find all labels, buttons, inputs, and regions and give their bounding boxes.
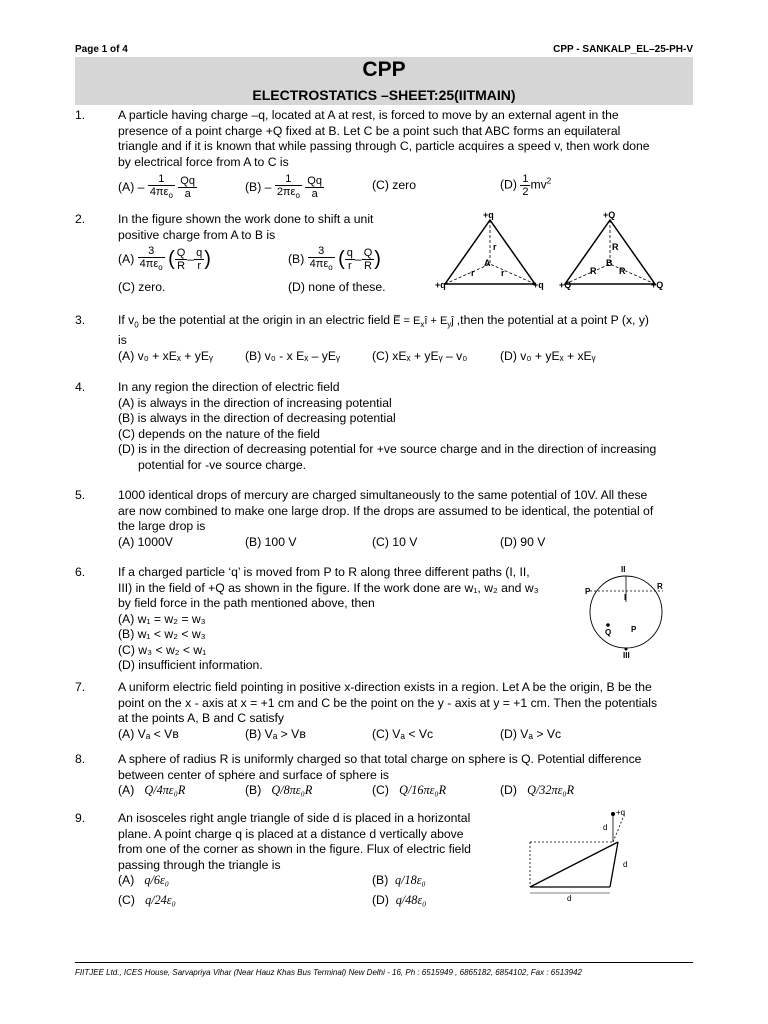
q8-option-c-value: Q/16πε₀R [399,783,447,797]
q3-number: 3. [75,313,86,327]
q8-option-b-label: (B) [245,783,262,797]
q5-option-c[interactable]: (C) 10 V [372,535,418,549]
q1-number: 1. [75,108,86,122]
svg-text:A: A [484,258,491,268]
q8-option-d[interactable] [500,783,574,798]
q7-line2: point on the x - axis at x = +1 cm and C be the point on the y - axis at y = +1 cm. Then the potentials [118,695,658,710]
q3-option-a[interactable]: (A) v₀ + xEₓ + yEᵧ [118,349,213,363]
svg-text:r: r [501,268,505,278]
title-band [75,57,693,105]
q6-text [118,565,539,674]
q9-option-c-label: (C) [118,893,135,907]
svg-text:P: P [631,625,637,634]
q9-text [118,811,471,873]
q8-option-c[interactable] [372,783,446,798]
q1-option-a[interactable]: (A) – $\frac{1}{4\pi\varepsilon_o}$ $\frac{Qq}{a}$ [118,173,195,201]
q8-option-a-label: (A) [118,783,135,797]
q9-option-b-label: (B) [372,873,389,887]
q7-option-b[interactable]: (B) Vₐ > Vʙ [245,727,306,741]
q5-line3: the large drop is [118,519,206,533]
q2-option-d[interactable]: (D) none of these. [288,280,386,294]
q4-option-b[interactable]: (B) is always in the direction of decreasing potential [118,411,396,425]
q8-number: 8. [75,752,86,766]
svg-text:+Q: +Q [603,210,616,220]
q8-option-b[interactable] [245,783,312,798]
document-code: CPP - SANKALP_EL–25-PH-V [553,44,693,55]
q5-option-a[interactable]: (A) 1000V [118,535,173,549]
q1-option-b[interactable]: (B) – $\frac{1}{2\pi\varepsilon_o}$ $\frac{Qq}{a}$ [245,173,322,201]
footer-text: FIITJEE Ltd., ICES House, Sarvapriya Vihar (Near Hauz Khas Bus Terminal) New Delhi - 16, Ph : 6515949 , 6865182, 6854102, Fax : 6513942 [75,968,582,977]
q2-line1: In the figure shown the work done to shift a unit [118,212,374,226]
q3-option-c[interactable]: (C) xEₓ + yEᵧ – v₀ [372,349,468,363]
q7-line3: at the points A, B and C satisfy [118,711,284,725]
q6-option-b[interactable]: (B) w₁ < w₂ < w₃ [118,627,206,641]
svg-text:r: r [471,268,475,278]
q4-line1: In any region the direction of electric field [118,380,340,394]
q5-line2: are now combined to make one large drop. If the drops are assumed to be identical, the potential of [118,503,654,518]
svg-text:R: R [619,266,626,276]
q5-line1: 1000 identical drops of mercury are charged simultaneously to the same potential of 10V. All these [118,488,648,502]
q5-number: 5. [75,488,86,502]
q9-option-a-label: (A) [118,873,135,887]
q9-line4: passing through the triangle is [118,857,281,872]
q3-line1-a: If v [118,313,135,327]
q2-text [118,212,373,243]
q2-option-b[interactable]: (B) $\frac{3}{4\pi\varepsilon_o}$ ( $\frac{q}{r}$ – $\frac{Q}{R}$ ) [288,245,381,273]
svg-text:+q: +q [533,280,544,290]
q9-option-a-value: q/6ε₀ [144,873,170,887]
q9-option-d[interactable] [372,893,426,908]
svg-text:Q: Q [605,628,612,637]
svg-text:+q: +q [435,280,446,290]
svg-text:d: d [567,894,572,903]
svg-text:I: I [624,593,627,602]
q6-line1: If a charged particle ‘q’ is moved from P to R along three different paths (I, II, [118,565,530,579]
q3-line2: is [118,332,127,347]
q6-number: 6. [75,565,86,579]
svg-text:r: r [493,242,497,252]
svg-text:+q: +q [616,808,626,817]
q6-option-a[interactable]: (A) w₁ = w₂ = w₃ [118,611,206,626]
q2-figure [435,208,675,296]
q5-option-b[interactable]: (B) 100 V [245,535,297,549]
q7-line1: A uniform electric field pointing in positive x-direction exists in a region. Let A be the origin, B be the [118,680,652,694]
q4-text [118,380,656,473]
q9-option-b-value: q/18ε₀ [395,873,426,887]
q4-option-a[interactable]: (A) is always in the direction of increasing potential [118,395,392,410]
page-title: CPP [362,58,406,81]
q1-line1: A particle having charge –q, located at A at rest, is forced to move by an external agent in the [118,108,619,122]
svg-text:+q: +q [483,210,494,220]
page-number: Page 1 of 4 [75,44,128,55]
q1-option-d[interactable]: (D) $\frac{1}{2}$ $mv^2$ [500,173,552,198]
q2-line2: positive charge from A to B is [118,227,276,242]
q8-text [118,752,641,783]
q6-line3: by field force in the path mentioned above, then [118,596,375,610]
q1-text [118,108,650,170]
q6-option-c[interactable]: (C) w₃ < w₂ < w₁ [118,642,207,657]
svg-text:R: R [657,582,663,591]
q2-option-a[interactable]: (A) $\frac{3}{4\pi\varepsilon_o}$ ( $\frac{Q}{R}$ – $\frac{q}{r}$ ) [118,245,211,273]
q8-option-a[interactable] [118,783,185,798]
q8-option-b-value: Q/8πε₀R [271,783,313,797]
q9-option-c[interactable] [118,893,176,908]
q4-number: 4. [75,380,86,394]
q3-line1-c: ,then the potential at a point P (x, y) [456,313,649,327]
q1-option-b-label: (B) – [245,179,272,194]
q1-line2: presence of a point charge +Q fixed at B. Let C be a point such that ABC forms an equilateral [118,123,621,138]
q8-option-a-value: Q/4πε₀R [144,783,186,797]
q9-line2: plane. A point charge q is placed at a distance d vertically above [118,826,464,841]
footer-rule [75,962,693,963]
svg-text:R: R [590,266,597,276]
q3-option-b[interactable]: (B) v₀ - x Eₓ – yEᵧ [245,349,340,363]
q7-option-c[interactable]: (C) Vₐ < Vᴄ [372,727,434,741]
q1-option-d-label: (D) [500,177,517,192]
q7-option-a[interactable]: (A) Vₐ < Vʙ [118,727,179,741]
q3-option-d[interactable]: (D) v₀ + yEₓ + xEᵧ [500,349,596,363]
q2-option-c[interactable]: (C) zero. [118,280,166,294]
q4-option-c[interactable]: (C) depends on the nature of the field [118,426,320,441]
q7-option-d[interactable]: (D) Vₐ > Vᴄ [500,727,562,741]
svg-text:d: d [623,860,628,869]
q9-option-d-label: (D) [372,893,389,907]
q2-number: 2. [75,212,86,226]
svg-text:B: B [606,258,613,268]
svg-text:+Q: +Q [559,280,572,290]
q8-line1: A sphere of radius R is uniformly charged so that total charge on sphere is Q. Potential difference [118,752,642,766]
q9-figure [515,805,635,905]
q1-option-a-label: (A) – [118,179,145,194]
q8-option-d-value: Q/32πε₀R [527,783,575,797]
q6-option-d[interactable]: (D) insufficient information. [118,658,263,672]
q6-line2: III) in the field of +Q as shown in the figure. If the work done are w₁, w₂ and w₃ [118,580,539,595]
q9-option-c-value: q/24ε₀ [145,893,176,907]
q8-option-d-label: (D) [500,783,517,797]
svg-text:R: R [612,242,619,252]
q8-option-c-label: (C) [372,783,389,797]
q5-text [118,488,653,535]
q9-line3: from one of the corner as shown in the figure. Flux of electric field [118,842,471,856]
svg-text:d: d [603,823,608,832]
q1-option-c[interactable]: (C) zero [372,178,417,192]
q6-figure [580,562,680,660]
svg-text:III: III [623,651,630,660]
q4-option-d-cont: potential for -ve source charge. [138,457,307,472]
q9-option-b[interactable] [372,873,426,888]
q3-line1-b: be the potential at the origin in an electric field [138,313,391,327]
q8-line2: between center of sphere and surface of sphere is [118,767,389,782]
svg-text:II: II [621,565,626,574]
svg-text:P: P [585,587,591,596]
q7-text [118,680,657,727]
q1-line4: by electrical force from A to C is [118,154,289,169]
q1-line3: triangle and if it is known that while passing through C, particle acquires a speed v, then work done [118,139,650,153]
q9-number: 9. [75,811,86,825]
q9-line1: An isosceles right angle triangle of side d is placed in a horizontal [118,811,471,825]
q7-number: 7. [75,680,86,694]
page-subtitle: ELECTROSTATICS –SHEET:25(IITMAIN) [252,87,516,103]
q4-option-d[interactable]: (D) is in the direction of decreasing potential for +ve source charge and in the direction of increasing [118,442,657,456]
svg-text:+Q: +Q [651,280,664,290]
q9-option-a[interactable] [118,873,169,888]
q5-option-d[interactable]: (D) 90 V [500,535,546,549]
q3-text: If $v_0$ be the potential at the origin in an electric field E̅ = $E_xî$ + $E_yĵ$ ,then the potential at a point P (x, y) is [118,313,649,347]
q9-option-d-value: q/48ε₀ [395,893,427,907]
